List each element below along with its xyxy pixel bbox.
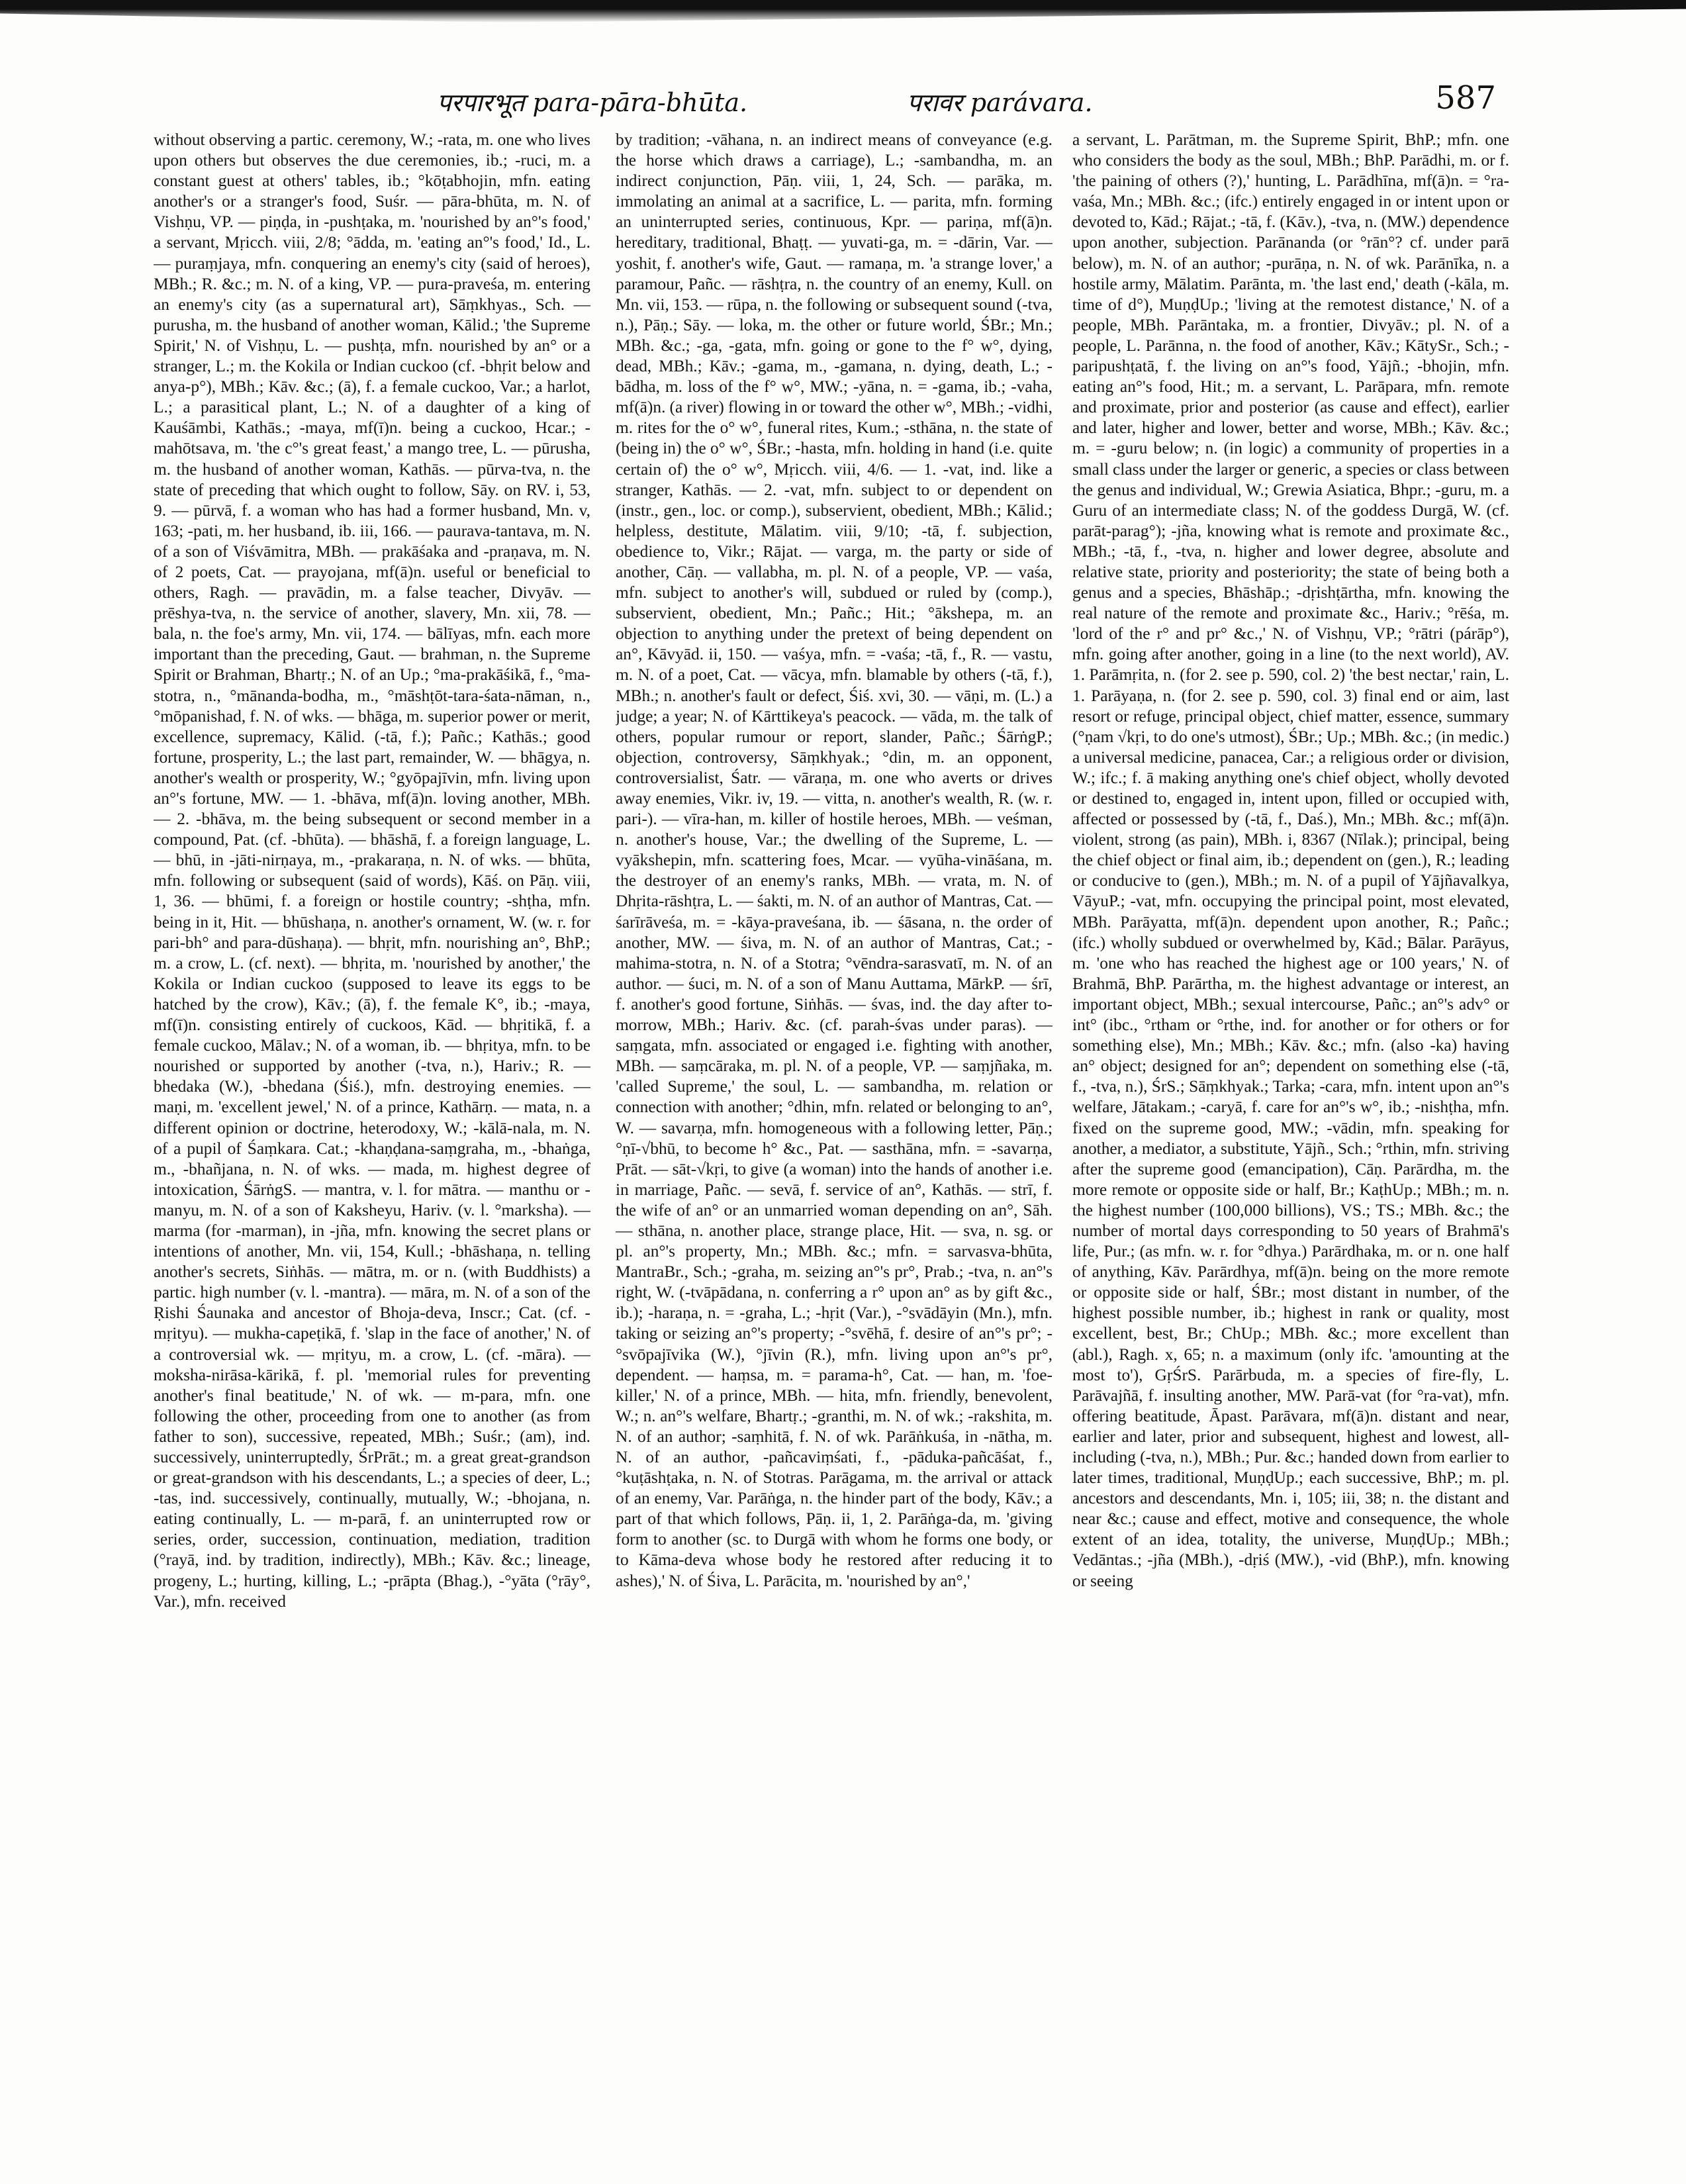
column-right bbox=[1072, 130, 1509, 2149]
running-header bbox=[146, 79, 1496, 126]
center-headword: परावर parávara. bbox=[907, 88, 1093, 117]
text-columns bbox=[154, 130, 1509, 2149]
left-headword: परपारभूत para-pāra-bhūta. bbox=[437, 88, 748, 117]
column-text: by tradition; -vāhana, n. an indirect means of conveyance (e.g. the horse which draws a carriage), L.; -sambandha, m. an indirect conjunction, Pāṇ. viii, 1, 24, Sch. — parāka, m. immolating an animal at a sacrifice, L. — parita, mfn. forming an uninterrupted series, continuous, Kpr. — pariṇa, mf(ā)n. hereditary, traditional, Bhaṭṭ. — yuvati-ga, m. = -dārin, Var. — yoshit, f. another's wife, Gaut. — ramaṇa, m. 'a strange lover,' a paramour, Pañc. — rāshṭra, n. the country of an enemy, Kull. on Mn. vii, 153. — rūpa, n. the following or subsequent sound (-tva, n.), Pāṇ.; Sāy. — loka, m. the other or future world, ŚBr.; Mn.; MBh. &c.; -ga, -gata, mfn. going or gone to the f° w°, dying, dead, MBh.; Kāv.; -gama, m., -gamana, n. dying, death, L.; -bādha, m. loss of the f° w°, MW.; -yāna, n. = -gama, ib.; -vaha, mf(ā)n. (a river) flowing in or toward the other w°, MBh.; -vidhi, m. rites for the o° w°, funeral rites, Kum.; -sthāna, n. the state of (being in) the o° w°, ŚBr.; -hasta, mfn. holding in hand (i.e. quite certain of) the o° w°, Mṛicch. viii, 4/6. — 1. -vat, ind. like a stranger, Kathās. — 2. -vat, mfn. subject to or dependent on (instr., gen., loc. or comp.), subservient, obedient, MBh.; Kālid.; helpless, destitute, Mālatim. viii, 9/10; -tā, f. subjection, obedience to, Vikr.; Rājat. — varga, m. the party or side of another, Cāṇ. — vallabha, m. pl. N. of a people, VP. — vaśa, mfn. subject to another's will, subdued or ruled by (comp.), subservient, obedient, Mn.; Pañc.; Hit.; °ākshepa, m. an objection to anything under the pretext of being dependent on an°, Kāvyād. ii, 150. — vaśya, mfn. = -vaśa; -tā, f., R. — vastu, m. N. of a poet, Cat. — vācya, mfn. blamable by others (-tā, f.), MBh.; n. another's fault or defect, Śiś. xvi, 30. — vāṇi, m. (L.) a judge; a year; N. of Kārttikeya's peacock. — vāda, m. the talk of others, popular rumour or report, slander, Pañc.; ŚārṅgP.; objection, controversy, Sāṃkhyak.; °din, m. an opponent, controversialist, Śatr. — vāraṇa, m. one who averts or drives away enemies, Vikr. iv, 19. — vitta, n. another's wealth, R. (w. r. pari-). — vīra-han, m. killer of hostile heroes, MBh. — veśman, n. another's house, Var.; the dwelling of the Supreme, L. — vyākshepin, mfn. scattering foes, Mcar. — vyūha-vināśana, m. the destroyer of an enemy's ranks, MBh. — vrata, m. N. of Dhṛita-rāshṭra, L. — śakti, m. N. of an author of Mantras, Cat. — śarīrāveśa, m. = -kāya-praveśana, ib. — śāsana, n. the order of another, MW. — śiva, m. N. of an author of Mantras, Cat.; -mahima-stotra, n. N. of a Stotra; °vēndra-sarasvatī, m. N. of an author. — śuci, m. N. of a son of Manu Auttama, MārkP. — śrī, f. another's good fortune, Siṅhās. — śvas, ind. the day after to-morrow, MBh.; Hariv. &c. (cf. parah-śvas under paras). — saṃgata, mfn. associated or engaged i.e. fighting with another, MBh. — saṃcāraka, m. pl. N. of a people, VP. — saṃjñaka, m. 'called Supreme,' the soul, L. — sambandha, m. relation or connection with another; °dhin, mfn. related or belonging to an°, W. — savarṇa, mfn. homogeneous with a following letter, Pāṇ.; °ṇī-√bhū, to become h° &c., Pat. — sasthāna, mfn. = -savarṇa, Prāt. — sāt-√kṛi, to give (a woman) into the hands of another i.e. in marriage, Pañc. — sevā, f. service of an°, Kathās. — strī, f. the wife of an° or an unmarried woman depending on an°, Sāh. — sthāna, n. another place, strange place, Hit. — sva, n. sg. or pl. an°'s property, Mn.; MBh. &c.; mfn. = sarvasva-bhūta, MantraBr., Sch.; -graha, m. seizing an°'s pr°, Prab.; -tva, n. an°'s right, W. (-tvāpādana, n. conferring a r° upon an° as by gift &c., ib.); -haraṇa, n. = -graha, L.; -hṛit (Var.), -°svādāyin (Mn.), mfn. taking or seizing an°'s property; -°svēhā, f. desire of an°'s pr°; -°svōpajīvika (W.), °jīvin (R.), mfn. living upon an°'s pr°, dependent. — haṃsa, m. = parama-h°, Cat. — han, m. 'foe-killer,' N. of a prince, MBh. — hita, mfn. friendly, benevolent, W.; n. an°'s welfare, Bhartṛ.; -granthi, m. N. of wk.; -rakshita, m. N. of an author; -saṃhitā, f. N. of wk. Parāṅkuśa, in -nātha, m. N. of an author, -pañcaviṃśati, f., -pāduka-pañcāśat, f., °kuṭāshṭaka, n. N. of Stotras. Parāgama, m. the arrival or attack of an enemy, Var. Parāṅga, n. the hinder part of the body, Kāv.; a part of that which follows, Pāṇ. ii, 1, 2. Parāṅga-da, m. 'giving form to another (sc. to Durgā with whom he forms one body, or to Kāma-deva whose body he restored after reducing it to ashes),' N. of Śiva, L. Parācita, m. 'nourished by an°,' bbox=[616, 130, 1053, 1590]
column-text: a servant, L. Parātman, m. the Supreme Spirit, BhP.; mfn. one who considers the body as the soul, MBh.; BhP. Parādhi, m. or f. 'the paining of others (?),' hunting, L. Parādhīna, mf(ā)n. = °ra-vaśa, Mn.; MBh. &c.; (ifc.) entirely engaged in or intent upon or devoted to, Kād.; Rājat.; -tā, f. (Kāv.), -tva, n. (MW.) dependence upon another, subjection. Parānanda (or °rān°? cf. under parā below), m. N. of an author; -purāṇa, n. N. of wk. Parānīka, n. a hostile army, Mālatim. Parānta, m. 'the last end,' death (-kāla, m. time of d°), MuṇḍUp.; 'living at the remotest distance,' N. of a people, MBh. Parāntaka, m. a frontier, Divyāv.; pl. N. of a people, L. Parānna, n. the food of another, Kāv.; KātySr., Sch.; -paripushṭatā, f. the living on an°'s food, Yājñ.; -bhojin, mfn. eating an°'s food, Hit.; m. a servant, L. Parāpara, mfn. remote and proximate, prior and posterior (as cause and effect), earlier and later, higher and lower, better and worse, MBh.; Kāv. &c.; m. = -guru below; n. (in logic) a community of properties in a small class under the larger or generic, a species or class between the genus and individual, W.; Grewia Asiatica, Bhpr.; -guru, m. a Guru of an intermediate class; N. of the goddess Durgā, W. (cf. parāt-parag°); -jña, knowing what is remote and proximate &c., MBh.; -tā, f., -tva, n. higher and lower degree, absolute and relative state, priority and posteriority; the state of being both a genus and a species, Bhāshāp.; -dṛishṭārtha, mfn. knowing the real nature of the remote and proximate &c., Hariv.; °rēśa, m. 'lord of the r° and pr° &c.,' N. of Vishṇu, VP.; °rātri (párāp°), mfn. going after another, going in a line (to the next world), AV. 1. Parāmṛita, n. (for 2. see p. 590, col. 2) 'the best nectar,' rain, L. 1. Parāyaṇa, n. (for 2. see p. 590, col. 3) final end or aim, last resort or refuge, principal object, chief matter, essence, summary (°ṇam √kṛi, to do one's utmost), ŚBr.; Up.; MBh. &c.; (in medic.) a universal medicine, panacea, Car.; a religious order or division, W.; ifc.; f. ā making anything one's chief object, wholly devoted or destined to, engaged in, intent upon, filled or occupied with, affected or possessed by (-tā, f., Daś.), Mn.; MBh. &c.; mf(ā)n. violent, strong (as pain), MBh. i, 8367 (Nīlak.); principal, being the chief object or final aim, ib.; dependent on (gen.), R.; leading or conducive to (gen.), MBh.; m. N. of a pupil of Yājñavalkya, VāyuP.; -vat, mfn. occupying the principal point, most elevated, MBh. Parāyatta, mf(ā)n. dependent upon another, R.; Pañc.; (ifc.) wholly subdued or overwhelmed by, Kād.; Bālar. Parāyus, m. 'one who has reached the highest age or 100 years,' N. of Brahmā, BhP. Parārtha, m. the highest advantage or interest, an important object, MBh.; sexual intercourse, Pañc.; an°'s adv° or int° (ibc., °rtham or °rthe, ind. for another or for others or for something else), Mn.; MBh.; Kāv. &c.; mfn. (also -ka) having an° object; designed for an°; dependent on something else (-tā, f., -tva, n.), ŚrS.; Sāṃkhyak.; Tarka; -cara, mfn. intent upon an°'s welfare, Jātakam.; -caryā, f. care for an°'s w°, ib.; -nishṭha, mfn. fixed on the supreme good, MW.; -vādin, mfn. speaking for another, a mediator, a substitute, Yājñ., Sch.; °rthin, mfn. striving after the supreme good (emancipation), Cāṇ. Parārdha, m. the more remote or opposite side or half, Br.; KaṭhUp.; MBh.; m. n. the highest number (100,000 billions), VS.; TS.; MBh. &c.; the number of mortal days corresponding to 50 years of Brahmā's life, Pur.; (as mfn. w. r. for °dhya.) Parārdhaka, m. or n. one half of anything, Kāv. Parārdhya, mf(ā)n. being on the more remote or opposite side or half, ŚBr.; most distant in number, of the highest possible number, ib.; highest in rank or quality, most excellent, best, Br.; ChUp.; MBh. &c.; more excellent than (abl.), Ragh. x, 65; n. a maximum (only ifc. 'amounting at the most to'), GṛŚrS. Parārbuda, m. a species of fire-fly, L. Parāvajñā, f. insulting another, MW. Parā-vat (for °ra-vat), mfn. offering beatitude, Āpast. Parāvara, mf(ā)n. distant and near, earlier and later, prior and subsequent, highest and lowest, all-including (-tva, n.), MBh.; Pur. &c.; handed down from earlier to later times, traditional, MuṇḍUp.; each successive, BhP.; m. pl. ancestors and descendants, Mn. i, 105; iii, 38; n. the distant and near &c.; cause and effect, motive and consequence, the whole extent of an idea, totality, the universe, MuṇḍUp.; MBh.; Vedāntas.; -jña (MBh.), -dṛiś (MW.), -vid (BhP.), mfn. knowing or seeing bbox=[1072, 130, 1509, 1590]
column-middle bbox=[616, 130, 1053, 2149]
top-edge-shadow bbox=[0, 0, 1686, 23]
page-number: 587 bbox=[1435, 79, 1496, 117]
column-left bbox=[154, 130, 590, 2149]
column-text: without observing a partic. ceremony, W.; -rata, m. one who lives upon others but observes the due ceremonies, ib.; -ruci, m. a constant guest at others' tables, ib.; °kōṭabhojin, mfn. eating another's or a stranger's food, Suśr. — pāra-bhūta, m. N. of Vishṇu, VP. — piṇḍa, in -pushṭaka, m. 'nourished by an°'s food,' a servant, Mṛicch. viii, 2/8; °ādda, m. 'eating an°'s food,' Id., L. — puraṃjaya, mfn. conquering an enemy's city (said of heroes), MBh.; R. &c.; m. N. of a king, VP. — pura-praveśa, m. entering an enemy's city (as a supernatural art), Sāṃkhyas., Sch. — purusha, m. the husband of another woman, Kālid.; 'the Supreme Spirit,' N. of Vishṇu, L. — pushṭa, mfn. nourished by an° or a stranger, L.; m. the Kokila or Indian cuckoo (cf. -bhṛit below and anya-p°), MBh.; Kāv. &c.; (ā), f. a female cuckoo, Var.; a harlot, L.; a parasitical plant, L.; N. of a daughter of a king of Kauśāmbi, Kathās.; -maya, mf(ī)n. being a cuckoo, Hcar.; -mahōtsava, m. 'the c°'s great feast,' a mango tree, L. — pūrusha, m. the husband of another woman, Kathās. — pūrva-tva, n. the state of preceding that which ought to follow, Sāy. on RV. i, 53, 9. — pūrvā, f. a woman who has had a former husband, Mn. v, 163; -pati, m. her husband, ib. iii, 166. — paurava-tantava, m. N. of a son of Viśvāmitra, MBh. — prakāśaka and -praṇava, m. N. of 2 poets, Cat. — prayojana, mf(ā)n. useful or beneficial to others, Ragh. — pravādin, m. a false teacher, Divyāv. — prēshya-tva, n. the service of another, slavery, Mn. xii, 78. — bala, n. the foe's army, Mn. vii, 174. — bālīyas, mfn. each more important than the preceding, Gaut. — brahman, n. the Supreme Spirit or Brahman, Bhartṛ.; N. of an Up.; °ma-prakāśikā, f., °ma-stotra, n., °mānanda-bodha, m., °māshṭōt-tara-śata-nāman, n., °mōpanishad, f. N. of wks. — bhāga, m. superior power or merit, excellence, supremacy, Kālid. (-tā, f.); Pañc.; Kathās.; good fortune, prosperity, L.; the last part, remainder, W. — bhāgya, n. another's wealth or prosperity, W.; °gyōpajīvin, mfn. living upon an°'s fortune, MW. — 1. -bhāva, mf(ā)n. loving another, MBh. — 2. -bhāva, m. the being subsequent or second member in a compound, Pat. (cf. -bhūta). — bhāshā, f. a foreign language, L. — bhū, in -jāti-nirṇaya, m., -prakaraṇa, n. N. of wks. — bhūta, mfn. following or subsequent (said of words), Kāś. on Pāṇ. viii, 1, 36. — bhūmi, f. a foreign or hostile country; -shṭha, mfn. being in it, Hit. — bhūshaṇa, n. another's ornament, W. (w. r. for pari-bh° and para-dūshaṇa). — bhṛit, mfn. nourishing an°, BhP.; m. a crow, L. (cf. next). — bhṛita, m. 'nourished by another,' the Kokila or Indian cuckoo (supposed to leave its eggs to be hatched by the crow), Kāv.; (ā), f. the female K°, ib.; -maya, mf(ī)n. consisting entirely of cuckoos, Kād. — bhṛitikā, f. a female cuckoo, Mālav.; N. of a woman, ib. — bhṛitya, mfn. to be nourished or supported by another (-tva, n.), Hariv.; R. — bhedaka (W.), -bhedana (Śiś.), mfn. destroying enemies. — maṇi, m. 'excellent jewel,' N. of a prince, Kathārṇ. — mata, n. a different opinion or doctrine, heterodoxy, W.; -kālā-nala, m. N. of a pupil of Śaṃkara. Cat.; -khaṇḍana-saṃgraha, m., -bhaṅga, m., -bhañjana, n. N. of wks. — mada, m. highest degree of intoxication, ŚārṅgS. — mantra, v. l. for mātra. — manthu or -manyu, m. N. of a son of Kaksheyu, Hariv. (v. l. °marksha). — marma (for -marman), in -jña, mfn. knowing the secret plans or intentions of another, Mn. vii, 154, Kull.; -bhāshaṇa, n. telling another's secrets, Siṅhās. — mātra, m. or n. (with Buddhists) a partic. high number (v. l. -mantra). — māra, m. N. of a son of the Ṛishi Śaunaka and ancestor of Bhoja-deva, Inscr.; Cat. (cf. -mṛityu). — mukha-capeṭikā, f. 'slap in the face of another,' N. of a controversial wk. — mṛityu, m. a crow, L. (cf. -māra). — moksha-nirāsa-kārikā, f. pl. 'memorial rules for preventing another's final beatitude,' N. of wk. — m-para, mfn. one following the other, proceeding from one to another (as from father to son), successive, repeated, MBh.; Suśr.; (am), ind. successively, uninterruptedly, ŚrPrāt.; m. a great great-grandson or great-grandson with his descendants, L.; a species of deer, L.; -tas, ind. successively, continually, mutually, W.; -bhojana, n. eating continually, L. — m-parā, f. an uninterrupted row or series, order, succession, continuation, mediation, tradition (°rayā, ind. by tradition, indirectly), MBh.; Kāv. &c.; lineage, progeny, L.; hurting, killing, L.; -prāpta (Bhag.), -°yāta (°rāy°, Var.), mfn. received bbox=[154, 130, 590, 1611]
